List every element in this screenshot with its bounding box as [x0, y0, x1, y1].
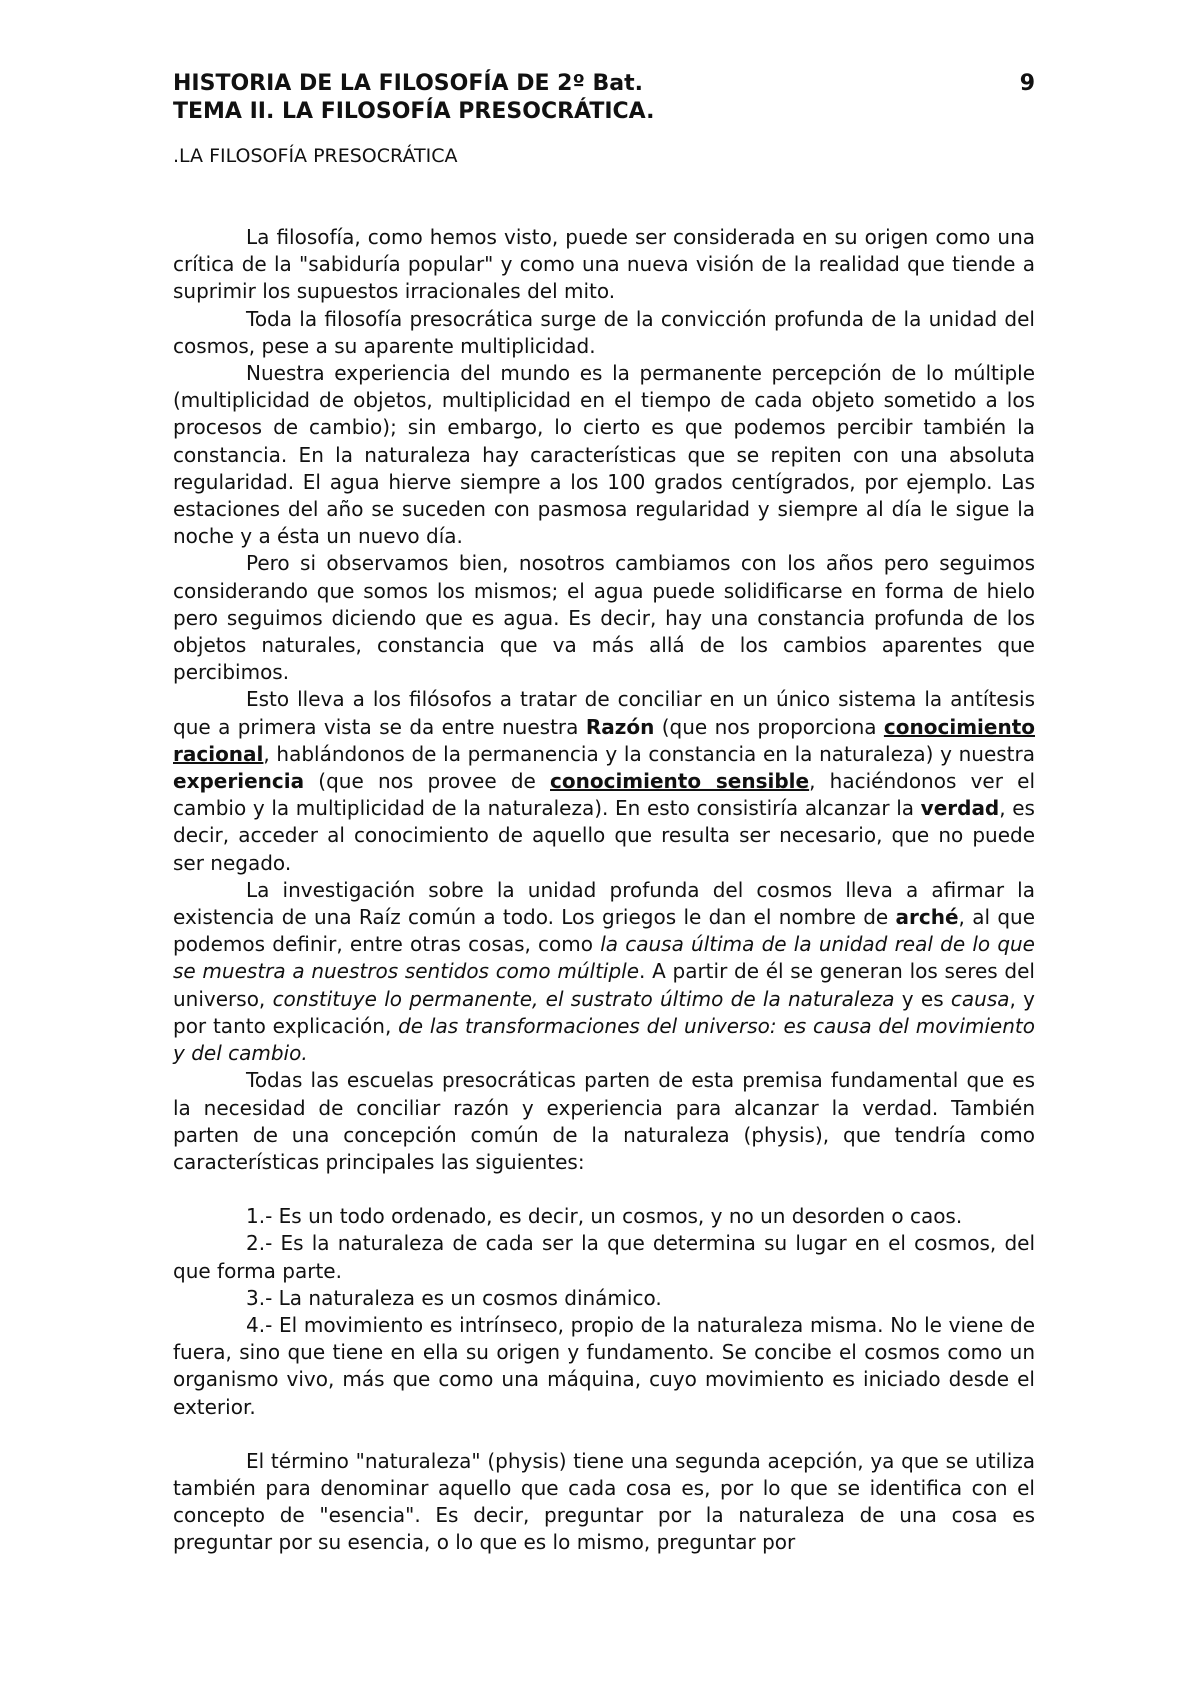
spacer: [173, 1176, 1035, 1203]
p6-italic-3: causa: [950, 986, 1010, 1011]
document-page: [173, 70, 1035, 1557]
list-item: 2.- Es la naturaleza de cada ser la que determina su lugar en el cosmos, del que forma parte.: [173, 1231, 1035, 1283]
term-razon: Razón: [585, 714, 655, 739]
term-verdad: verdad: [920, 796, 1000, 821]
p5-text-4: (que nos provee de: [304, 769, 551, 794]
paragraph-7: Todas las escuelas presocráticas parten de esta premisa fundamental que es la necesidad de conciliar razón y experiencia para alcanzar la verdad. También parten de una concepción común de la naturaleza (physis), que tendría como características principales las siguientes:: [173, 1068, 1035, 1174]
p5-text-5: , haciéndonos ver el cambio y la multiplicidad de la naturaleza). En esto consistiría alcanzar la: [173, 769, 1035, 821]
paragraph-2: Toda la filosofía presocrática surge de la convicción profunda de la unidad del cosmos, pese a su aparente multiplicidad.: [173, 306, 1035, 358]
p6-italic-4: de las transformaciones del universo: es causa del movimiento y del cambio.: [173, 1013, 1035, 1066]
spacer: [173, 1421, 1035, 1448]
course-title: HISTORIA DE LA FILOSOFÍA DE 2º Bat.: [173, 71, 644, 96]
term-arche: arché: [895, 905, 959, 930]
p6-text-4: y es: [894, 986, 951, 1011]
paragraph-8: El término "naturaleza" (physis) tiene una segunda acepción, ya que se utiliza también para denominar aquello que cada cosa es, por lo que se identifica con el concepto de "esencia". Es decir, preguntar por la naturaleza de una cosa es preguntar por su esencia, o lo que es lo mismo, preguntar por: [173, 1448, 1035, 1555]
page-number: 9: [1019, 71, 1035, 96]
p5-text-3: , hablándonos de la permanencia y la constancia en la naturaleza) y nuestra: [263, 741, 1035, 766]
header-row: [173, 70, 1035, 98]
paragraph-3: Nuestra experiencia del mundo es la permanente percepción de lo múltiple (multiplicidad de objetos, multiplicidad en el tiempo de cada objeto sometido a los procesos de cambio); sin embargo, lo cierto es que podemos percibir también la constancia. En la naturaleza hay características que se repiten con una absoluta regularidad. El agua hierve siempre a los 100 grados centígrados, por ejemplo. Las estaciones del año se suceden con pasmosa regularidad y siempre al día le sigue la noche y a ésta un nuevo día.: [173, 361, 1035, 549]
term-conocimiento-racional: conocimiento racional: [173, 714, 1035, 766]
list-item: 3.- La naturaleza es un cosmos dinámico.: [246, 1285, 662, 1310]
p6-italic-1: la causa última de la unidad real de lo que se muestra a nuestros sentidos como múltiple: [173, 932, 1035, 984]
p5-text-6: , es decir, acceder al conocimiento de aquello que resulta ser necesario, que no puede ser negado.: [173, 796, 1035, 875]
p6-text-1: La investigación sobre la unidad profunda del cosmos lleva a afirmar la existencia de una Raíz común a todo. Los griegos le dan el nombre de: [173, 877, 1035, 930]
p6-italic-2: constituye lo permanente, el sustrato último de la naturaleza: [272, 986, 895, 1011]
p6-text-3: . A partir de él se generan los seres del universo,: [173, 959, 1035, 1011]
list-item: 1.- Es un todo ordenado, es decir, un cosmos, y no un desorden o caos.: [246, 1204, 963, 1229]
term-conocimiento-sensible: conocimiento sensible: [550, 769, 810, 794]
paragraph-1: La filosofía, como hemos visto, puede ser considerada en su origen como una crítica de la "sabiduría popular" y como una nueva visión de la realidad que tiende a suprimir los supuestos irracionales del mito.: [173, 225, 1035, 304]
p5-text-2: (que nos proporciona: [654, 714, 884, 739]
body-text: [173, 224, 1035, 1557]
paragraph-5: [173, 686, 1035, 876]
topic-title: TEMA II. LA FILOSOFÍA PRESOCRÁTICA.: [173, 99, 655, 124]
p6-text-2: , al que podemos definir, entre otras cosas, como: [173, 905, 1036, 957]
paragraph-6: [173, 877, 1035, 1067]
list-item: 4.- El movimiento es intrínseco, propio de la naturaleza misma. No le viene de fuera, sino que tiene en ella su origen y fundamento. Se concibe el cosmos como un organismo vivo, más que como una máquina, cuyo movimiento es iniciado desde el exterior.: [173, 1312, 1035, 1419]
p6-text-5: , y por tanto explicación,: [173, 986, 1035, 1038]
paragraph-4: Pero si observamos bien, nosotros cambiamos con los años pero seguimos considerando que somos los mismos; el agua puede solidificarse en forma de hielo pero seguimos diciendo que es agua. Es decir, hay una constancia profunda de los objetos naturales, constancia que va más allá de los cambios aparentes que percibimos.: [173, 551, 1035, 685]
p5-text-1: Esto lleva a los filósofos a tratar de conciliar en un único sistema la antítesis que a primera vista se da entre nuestra: [173, 687, 1035, 739]
term-experiencia: experiencia: [173, 769, 305, 794]
section-title: .LA FILOSOFÍA PRESOCRÁTICA: [173, 145, 458, 167]
